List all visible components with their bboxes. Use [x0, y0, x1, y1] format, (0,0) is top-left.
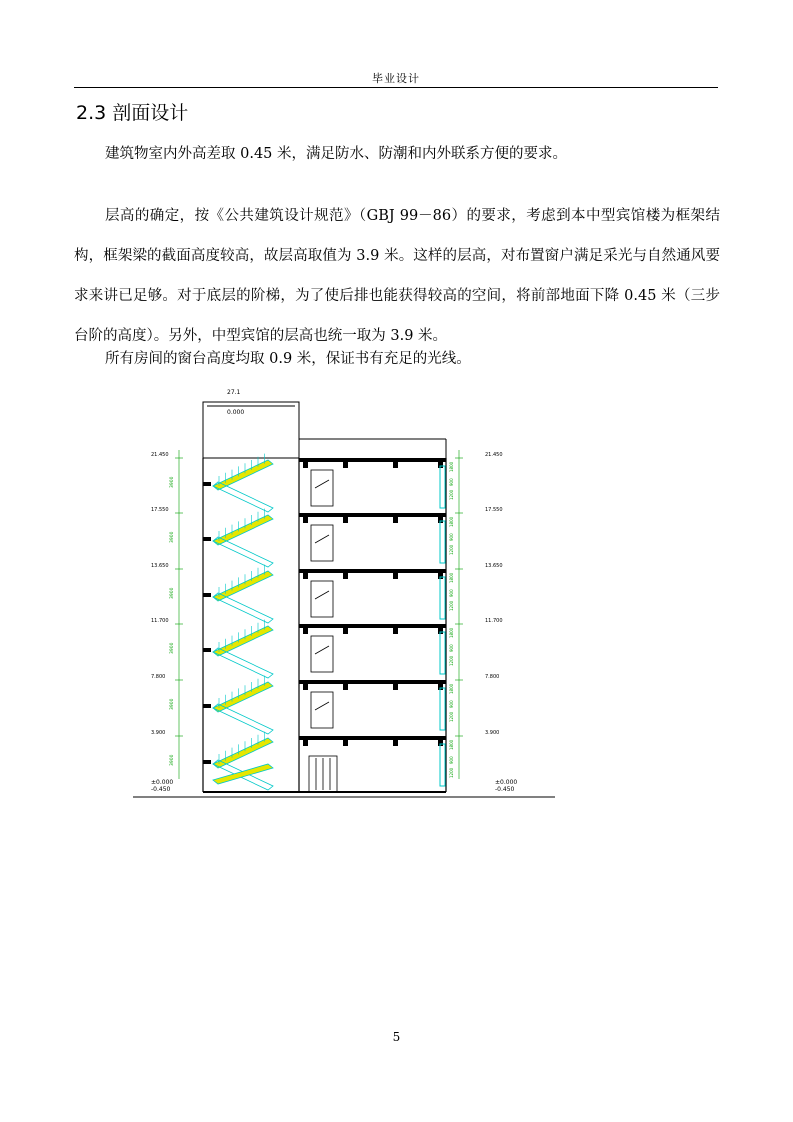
beam	[343, 462, 348, 468]
right-window-dim: 900	[449, 478, 454, 486]
right-window-dim: 1800	[449, 572, 454, 583]
right-window-dim: 1800	[449, 739, 454, 750]
left-level-label: 3.900	[151, 730, 166, 736]
floor-slab	[299, 458, 446, 462]
door	[311, 525, 333, 561]
left-level-label: 7.800	[151, 674, 166, 680]
stair-flight-up	[213, 571, 273, 601]
right-window-dim: 1800	[449, 461, 454, 472]
stair-flights	[213, 454, 273, 790]
stair-landing	[203, 760, 211, 764]
window	[440, 688, 445, 730]
right-window-dim: 900	[449, 533, 454, 541]
roof-sub-label: 0.000	[227, 409, 245, 416]
door-swing	[315, 480, 329, 488]
left-storey-dim: 3900	[170, 476, 175, 488]
stair-flight-up	[213, 515, 273, 545]
left-level-label: 11.700	[151, 618, 169, 624]
ground-left-label-2: -0.450	[151, 786, 171, 793]
floor-slabs	[203, 458, 446, 764]
beam	[393, 517, 398, 523]
stair-flight-up	[213, 682, 273, 712]
beam	[343, 628, 348, 634]
stair-landing	[203, 704, 211, 708]
right-window-dim: 1200	[449, 767, 454, 778]
right-window-dim: 1800	[449, 683, 454, 694]
left-storey-dim: 3900	[170, 642, 175, 654]
door	[311, 470, 333, 506]
beam	[343, 684, 348, 690]
right-window-dim: 900	[449, 756, 454, 764]
left-storey-dim: 3900	[170, 754, 175, 766]
header-rule	[74, 87, 718, 88]
right-level-label: 17.550	[485, 507, 503, 513]
right-window-dim: 1200	[449, 544, 454, 555]
door	[311, 581, 333, 617]
section-title: 2.3 剖面设计	[76, 102, 189, 124]
floor-slab	[299, 569, 446, 573]
right-window-dim: 900	[449, 700, 454, 708]
right-window-dim: 900	[449, 644, 454, 652]
window	[440, 577, 445, 619]
right-level-label: 3.900	[485, 730, 500, 736]
floor-slab	[299, 736, 446, 740]
right-level-label: 11.700	[485, 618, 503, 624]
door-swing	[315, 646, 329, 654]
left-level-label: 21.450	[151, 452, 169, 458]
page-number: 5	[392, 1030, 401, 1044]
floor-slab	[299, 680, 446, 684]
stair-flight-up	[213, 626, 273, 656]
beam	[303, 740, 308, 746]
beam	[393, 573, 398, 579]
window	[440, 521, 445, 563]
beam	[303, 462, 308, 468]
right-window-dim: 1200	[449, 489, 454, 500]
beam	[393, 740, 398, 746]
door-swing	[315, 702, 329, 710]
stair-landing	[203, 593, 211, 597]
left-storey-dim: 3900	[170, 531, 175, 543]
left-storey-dim: 3900	[170, 698, 175, 710]
paragraph-1: 建筑物室内外高差取 0.45 米，满足防水、防潮和内外联系方便的要求。	[105, 146, 568, 162]
window	[440, 744, 445, 786]
right-window-dim: 1800	[449, 627, 454, 638]
beam	[343, 517, 348, 523]
paragraph-3: 所有房间的窗台高度均取 0.9 米，保证书有充足的光线。	[105, 351, 471, 367]
stair-flight-up	[213, 460, 273, 490]
stair-landing	[203, 537, 211, 541]
door-swing	[315, 535, 329, 543]
beam	[343, 740, 348, 746]
beam	[303, 684, 308, 690]
beam	[393, 628, 398, 634]
right-level-label: 21.450	[485, 452, 503, 458]
ground-right-label-1: ±0.000	[495, 779, 518, 786]
page-header: 毕业设计	[372, 72, 420, 85]
left-level-label: 17.550	[151, 507, 169, 513]
window	[440, 466, 445, 508]
building-section-drawing	[133, 384, 555, 804]
right-window-dim: 1200	[449, 711, 454, 722]
right-window-dim: 1200	[449, 600, 454, 611]
right-window-dim: 1200	[449, 655, 454, 666]
left-storey-dim: 3900	[170, 587, 175, 599]
door-elements	[309, 470, 337, 792]
beam	[303, 573, 308, 579]
right-level-label: 7.800	[485, 674, 500, 680]
right-window-dim: 900	[449, 589, 454, 597]
stair-landing	[203, 482, 211, 486]
door-swing	[315, 591, 329, 599]
stair-landing	[203, 648, 211, 652]
beam	[393, 462, 398, 468]
door	[311, 692, 333, 728]
beam	[303, 517, 308, 523]
left-level-label: 13.650	[151, 563, 169, 569]
right-level-label: 13.650	[485, 563, 503, 569]
ground-right-label-2: -0.450	[495, 786, 515, 793]
beam	[393, 684, 398, 690]
beam	[303, 628, 308, 634]
ground-left-label-1: ±0.000	[151, 779, 174, 786]
stair-flight-up	[213, 738, 273, 768]
right-window-dim: 1800	[449, 516, 454, 527]
floor-slab	[299, 513, 446, 517]
stair-flight-ground	[213, 764, 273, 784]
beam	[343, 573, 348, 579]
roof-top-label: 27.1	[227, 389, 241, 396]
floor-slab	[299, 624, 446, 628]
window	[440, 632, 445, 674]
door	[311, 636, 333, 672]
paragraph-2: 层高的确定，按《公共建筑设计规范》（GBJ 99－86）的要求，考虑到本中型宾馆楼为框架结构，框架梁的截面高度较高，故层高取值为 3.9 米。这样的层高，对布置窗户满足采光与自然通风要求来讲已足够。对于底层的阶梯，为了使后排也能获得较高的空间，将前部地面下降 0.45 米（三步台阶的高度）。另外，中型宾馆的层高也统一取为 3.9 米。	[74, 208, 720, 344]
